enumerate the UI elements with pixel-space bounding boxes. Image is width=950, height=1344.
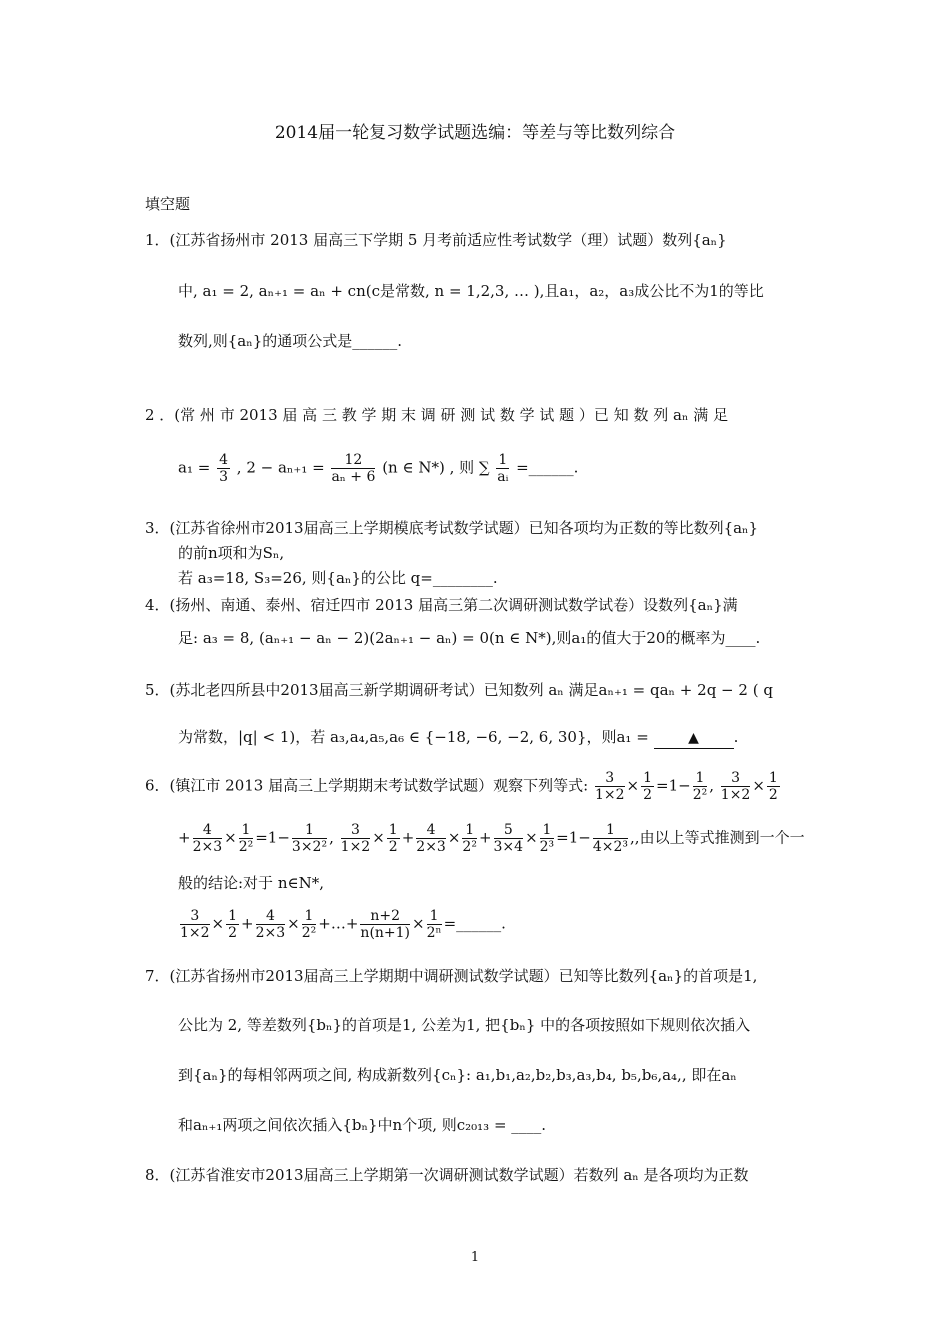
numerator: 3 xyxy=(341,822,371,839)
numerator: 4 xyxy=(416,822,446,839)
op: , xyxy=(329,828,334,847)
denominator: n(n+1) xyxy=(360,925,411,941)
denominator: 2×3 xyxy=(416,839,446,855)
op: × xyxy=(412,914,425,933)
q6-frac xyxy=(462,822,477,855)
denominator: 4×2³ xyxy=(592,839,629,855)
page-number: 1 xyxy=(470,1250,480,1265)
q2-text-c: (n ∈ N*) , 则 ∑ xyxy=(382,458,490,477)
q1-line-2: 中, a₁ = 2, aₙ₊₁ = aₙ + cn(c是常数, n = 1,2,3, … ),且a₁，a₂，a₃成公比不为1的等比 xyxy=(178,282,764,300)
q5-line-2: 为常数，|q| < 1)，若 a₃,a₄,a₅,a₆ ∈ {−18, −6, −2, 6, 30}，则a₁ = ▲ . xyxy=(178,727,738,749)
numerator: 12 xyxy=(331,452,375,469)
op: × xyxy=(224,828,237,847)
q6-answer-blank: =______. xyxy=(443,914,506,933)
q6-line-1 xyxy=(145,770,782,803)
q2-fraction-1 xyxy=(217,452,230,485)
denominator: 2² xyxy=(238,839,254,855)
numerator: 1 xyxy=(540,822,555,839)
q6-frac xyxy=(427,908,442,941)
op: × xyxy=(752,776,765,795)
denominator: aᵢ xyxy=(497,469,509,485)
q6-line-3: 般的结论:对于 n∈N*, xyxy=(178,874,324,892)
denominator: 2×3 xyxy=(255,925,286,941)
op: × xyxy=(372,828,385,847)
q5-line-1: 5．(苏北老四所县中2013届高三新学期调研考试）已知数列 aₙ 满足aₙ₊₁ = qaₙ + 2q − 2 ( q xyxy=(145,681,773,699)
numerator: 1 xyxy=(292,822,327,839)
q8-line-1: 8．(江苏省淮安市2013届高三上学期第一次调研测试数学试题）若数列 aₙ 是各项均为正数 xyxy=(145,1166,749,1184)
op: , xyxy=(709,776,714,795)
section-heading: 填空题 xyxy=(145,195,191,213)
q6-frac xyxy=(595,770,625,803)
numerator: 1 xyxy=(643,770,652,786)
denominator: 2 xyxy=(228,925,238,941)
numerator: 1 xyxy=(462,822,477,839)
numerator: 1 xyxy=(593,822,628,839)
q6-frac xyxy=(193,822,223,855)
denominator: 1×2 xyxy=(594,787,625,803)
numerator: 3 xyxy=(595,770,625,787)
op: × xyxy=(525,828,538,847)
q2-fraction-3 xyxy=(496,452,509,485)
q5-text: 为常数，|q| < 1)，若 a₃,a₄,a₅,a₆ ∈ {−18, −6, −2, 6, 30}，则a₁ = xyxy=(178,728,649,746)
numerator: 1 xyxy=(228,908,238,924)
q6-text-tail: ,,由以上等式推测到一个一 xyxy=(630,828,805,847)
q3-line-1: 3．(江苏省徐州市2013届高三上学期模底考试数学试题）已知各项均为正数的等比数列{aₙ} xyxy=(145,519,759,537)
q6-line-2 xyxy=(178,822,805,855)
q7-line-4: 和aₙ₊₁两项之间依次插入{bₙ}中n个项, 则c₂₀₁₃ = ____. xyxy=(178,1116,547,1134)
op: × xyxy=(287,914,300,933)
denominator: 3×2² xyxy=(291,839,328,855)
denominator: 2² xyxy=(462,839,477,855)
q6-text-intro: 6．(镇江市 2013 届高三上学期期末考试数学试题）观察下列等式: xyxy=(145,776,589,795)
q7-line-1: 7．(江苏省扬州市2013届高三上学期期中调研测试数学试题）已知等比数列{aₙ}的首项是1, xyxy=(145,967,758,985)
q6-frac xyxy=(416,822,446,855)
numerator: 1 xyxy=(768,770,778,786)
q6-frac xyxy=(693,770,708,803)
q5-answer-blank xyxy=(654,727,734,749)
q6-frac xyxy=(226,908,239,941)
q1-line-1: 1．(江苏省扬州市 2013 届高三下学期 5 月考前适应性考试数学（理）试题）数列{aₙ} xyxy=(145,231,727,249)
denominator: 3×4 xyxy=(493,839,524,855)
op: =1− xyxy=(255,828,290,847)
q6-frac xyxy=(593,822,628,855)
numerator: 1 xyxy=(239,822,254,839)
q6-frac xyxy=(641,770,654,803)
denominator: 2 xyxy=(388,839,398,855)
numerator: 1 xyxy=(498,452,508,468)
q1-line-3: 数列,则{aₙ}的通项公式是______. xyxy=(178,332,403,350)
q3-line-3: 若 a₃=18, S₃=26, 则{aₙ}的公比 q=________. xyxy=(178,569,498,587)
denominator: 1×2 xyxy=(180,925,210,941)
numerator: n+2 xyxy=(360,908,410,925)
denominator: 1×2 xyxy=(720,787,751,803)
q2-line-1: 2 ．(常 州 市 2013 届 高 三 教 学 期 末 调 研 测 试 数 学 试 题 ）已 知 数 列 aₙ 满 足 xyxy=(145,406,728,424)
denominator: 3 xyxy=(219,469,228,485)
denominator: aₙ + 6 xyxy=(331,469,376,485)
op: + xyxy=(241,914,254,933)
q6-frac xyxy=(256,908,286,941)
denominator: 2×3 xyxy=(192,839,223,855)
q2-text-d: =______. xyxy=(516,458,579,477)
numerator: 1 xyxy=(693,770,708,787)
denominator: 2² xyxy=(692,787,708,803)
numerator: 1 xyxy=(388,822,398,838)
denominator: 1×2 xyxy=(340,839,371,855)
q2-fraction-2 xyxy=(331,452,375,485)
q2-text-a: a₁ = xyxy=(178,458,211,477)
page-title: 2014届一轮复习数学试题选编：等差与等比数列综合 xyxy=(274,123,676,143)
denominator: 2² xyxy=(301,925,317,941)
q6-frac xyxy=(767,770,780,803)
triangle-mark: ▲ xyxy=(688,730,699,746)
numerator: 1 xyxy=(427,908,442,925)
op: =1− xyxy=(656,776,691,795)
op: × xyxy=(447,828,461,847)
op: × xyxy=(626,776,640,795)
op: + xyxy=(178,828,191,847)
op: + xyxy=(401,828,415,847)
op: +…+ xyxy=(318,914,359,933)
denominator: 2 xyxy=(643,787,652,803)
q6-frac xyxy=(360,908,410,941)
numerator: 4 xyxy=(193,822,223,839)
q6-frac xyxy=(540,822,555,855)
q6-frac xyxy=(302,908,317,941)
op: =1− xyxy=(556,828,591,847)
q2-line-2 xyxy=(178,452,578,485)
q4-line-1: 4．(扬州、南通、泰州、宿迁四市 2013 届高三第二次调研测试数学试卷）设数列{aₙ}满 xyxy=(145,596,738,614)
numerator: 3 xyxy=(180,908,210,925)
numerator: 5 xyxy=(494,822,524,839)
q6-frac xyxy=(341,822,371,855)
q6-frac xyxy=(239,822,254,855)
q6-frac xyxy=(387,822,400,855)
numerator: 3 xyxy=(721,770,751,787)
q7-line-3: 到{aₙ}的每相邻两项之间, 构成新数列{cₙ}: a₁,b₁,a₂,b₂,b₃,a₃,b₄, b₅,b₆,a₄,, 即在aₙ xyxy=(178,1066,737,1084)
q2-text-b: , 2 − aₙ₊₁ = xyxy=(236,458,325,477)
q6-line-4 xyxy=(178,908,506,941)
denominator: 2ⁿ xyxy=(426,925,442,941)
numerator: 4 xyxy=(256,908,286,925)
q6-frac xyxy=(292,822,327,855)
op: × xyxy=(211,914,225,933)
q6-frac xyxy=(721,770,751,803)
q4-line-2: 足: a₃ = 8, (aₙ₊₁ − aₙ − 2)(2aₙ₊₁ − aₙ) = 0(n ∈ N*),则a₁的值大于20的概率为____. xyxy=(178,629,761,647)
numerator: 4 xyxy=(219,452,228,468)
q7-line-2: 公比为 2, 等差数列{bₙ}的首项是1, 公差为1, 把{bₙ} 中的各项按照如下规则依次插入 xyxy=(178,1016,751,1034)
q3-line-2: 的前n项和为Sₙ, xyxy=(178,544,285,562)
denominator: 2³ xyxy=(539,839,555,855)
q6-frac xyxy=(494,822,524,855)
numerator: 1 xyxy=(302,908,317,925)
op: + xyxy=(478,828,492,847)
q6-frac xyxy=(180,908,210,941)
denominator: 2 xyxy=(768,787,778,803)
